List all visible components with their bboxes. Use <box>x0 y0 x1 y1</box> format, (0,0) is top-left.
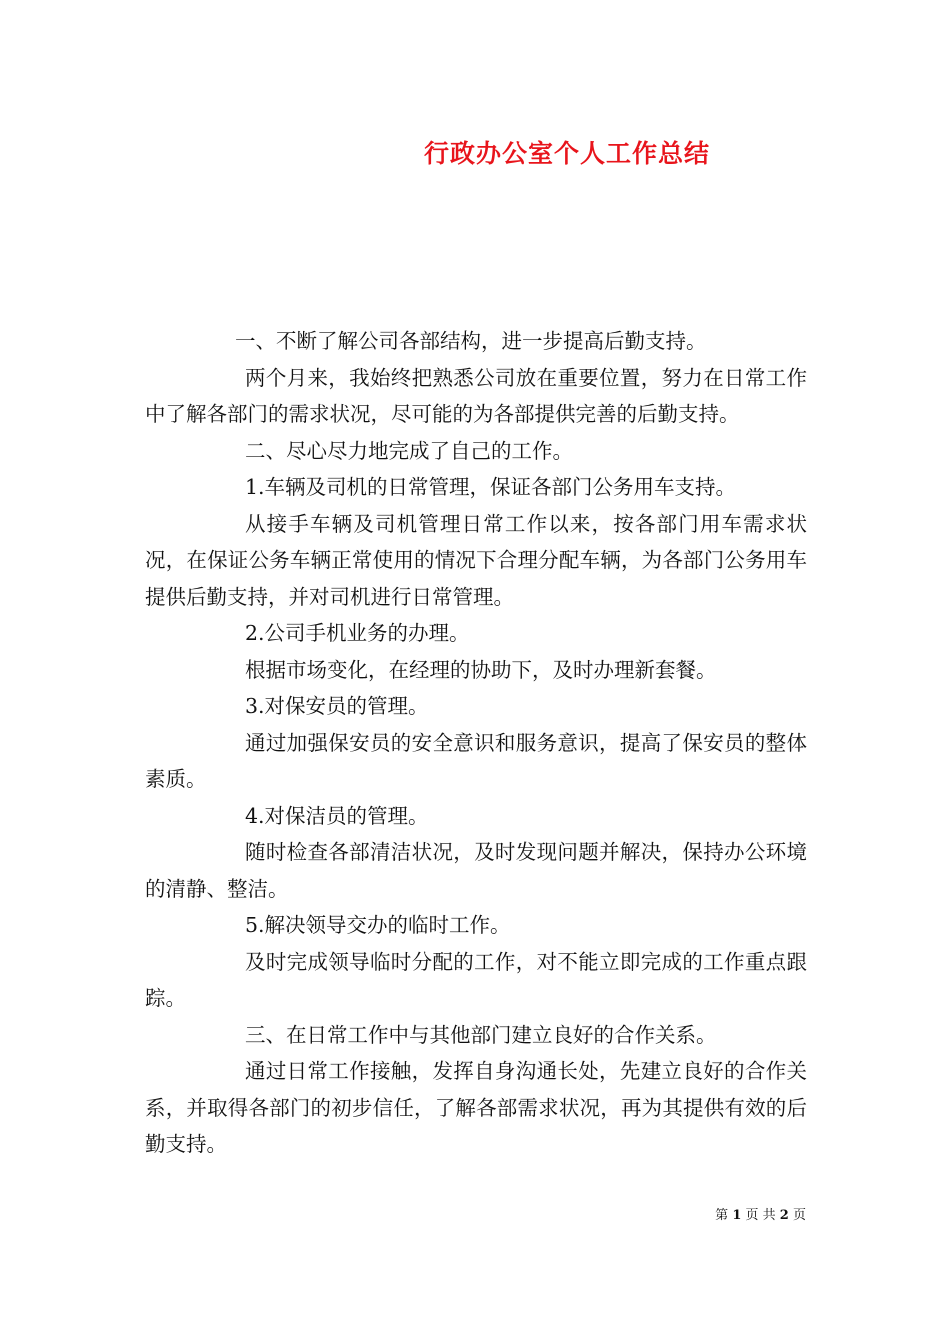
page-middle: 页 共 <box>745 1208 776 1223</box>
paragraph: 通过日常工作接触，发挥自身沟通长处，先建立良好的合作关系，并取得各部门的初步信任，了解各部需求状况，再为其提供有效的后勤支持。 <box>145 1059 807 1156</box>
section-heading-3: 三、在日常工作中与其他部门建立良好的合作关系。 <box>245 1022 717 1047</box>
paragraph: 随时检查各部清洁状况，及时发现问题并解决，保持办公环境的清静、整洁。 <box>145 840 807 901</box>
list-item-heading: 2.公司手机业务的办理。 <box>245 621 470 645</box>
list-item-heading: 3.对保安员的管理。 <box>245 694 429 718</box>
paragraph: 及时完成领导临时分配的工作，对不能立即完成的工作重点跟踪。 <box>145 949 807 1010</box>
section-heading-2: 二、尽心尽力地完成了自己的工作。 <box>245 438 573 463</box>
list-item-heading: 5.解决领导交办的临时工作。 <box>245 913 511 937</box>
page-suffix: 页 <box>792 1208 806 1223</box>
paragraph: 根据市场变化，在经理的协助下，及时办理新套餐。 <box>245 657 717 682</box>
paragraph: 从接手车辆及司机管理日常工作以来，按各部门用车需求状况，在保证公务车辆正常使用的情况下合理分配车辆，为各部门公务用车提供后勤支持，并对司机进行日常管理。 <box>145 511 807 609</box>
document-body <box>145 323 807 1163</box>
document-title: 行政办公室个人工作总结 <box>424 139 711 168</box>
page-total: 2 <box>779 1208 789 1223</box>
section-heading-1: 一、不断了解公司各部结构，进一步提高后勤支持。 <box>235 329 707 353</box>
page-prefix: 第 <box>715 1208 729 1223</box>
page-number-footer <box>715 1204 806 1223</box>
paragraph: 通过加强保安员的安全意识和服务意识，提高了保安员的整体素质。 <box>145 730 807 791</box>
list-item-heading: 4.对保洁员的管理。 <box>245 803 429 828</box>
list-item-heading: 1.车辆及司机的日常管理，保证各部门公务用车支持。 <box>245 475 737 499</box>
paragraph: 两个月来，我始终把熟悉公司放在重要位置，努力在日常工作中了解各部门的需求状况，尽可能的为各部提供完善的后勤支持。 <box>145 365 807 426</box>
page-current: 1 <box>732 1208 742 1223</box>
